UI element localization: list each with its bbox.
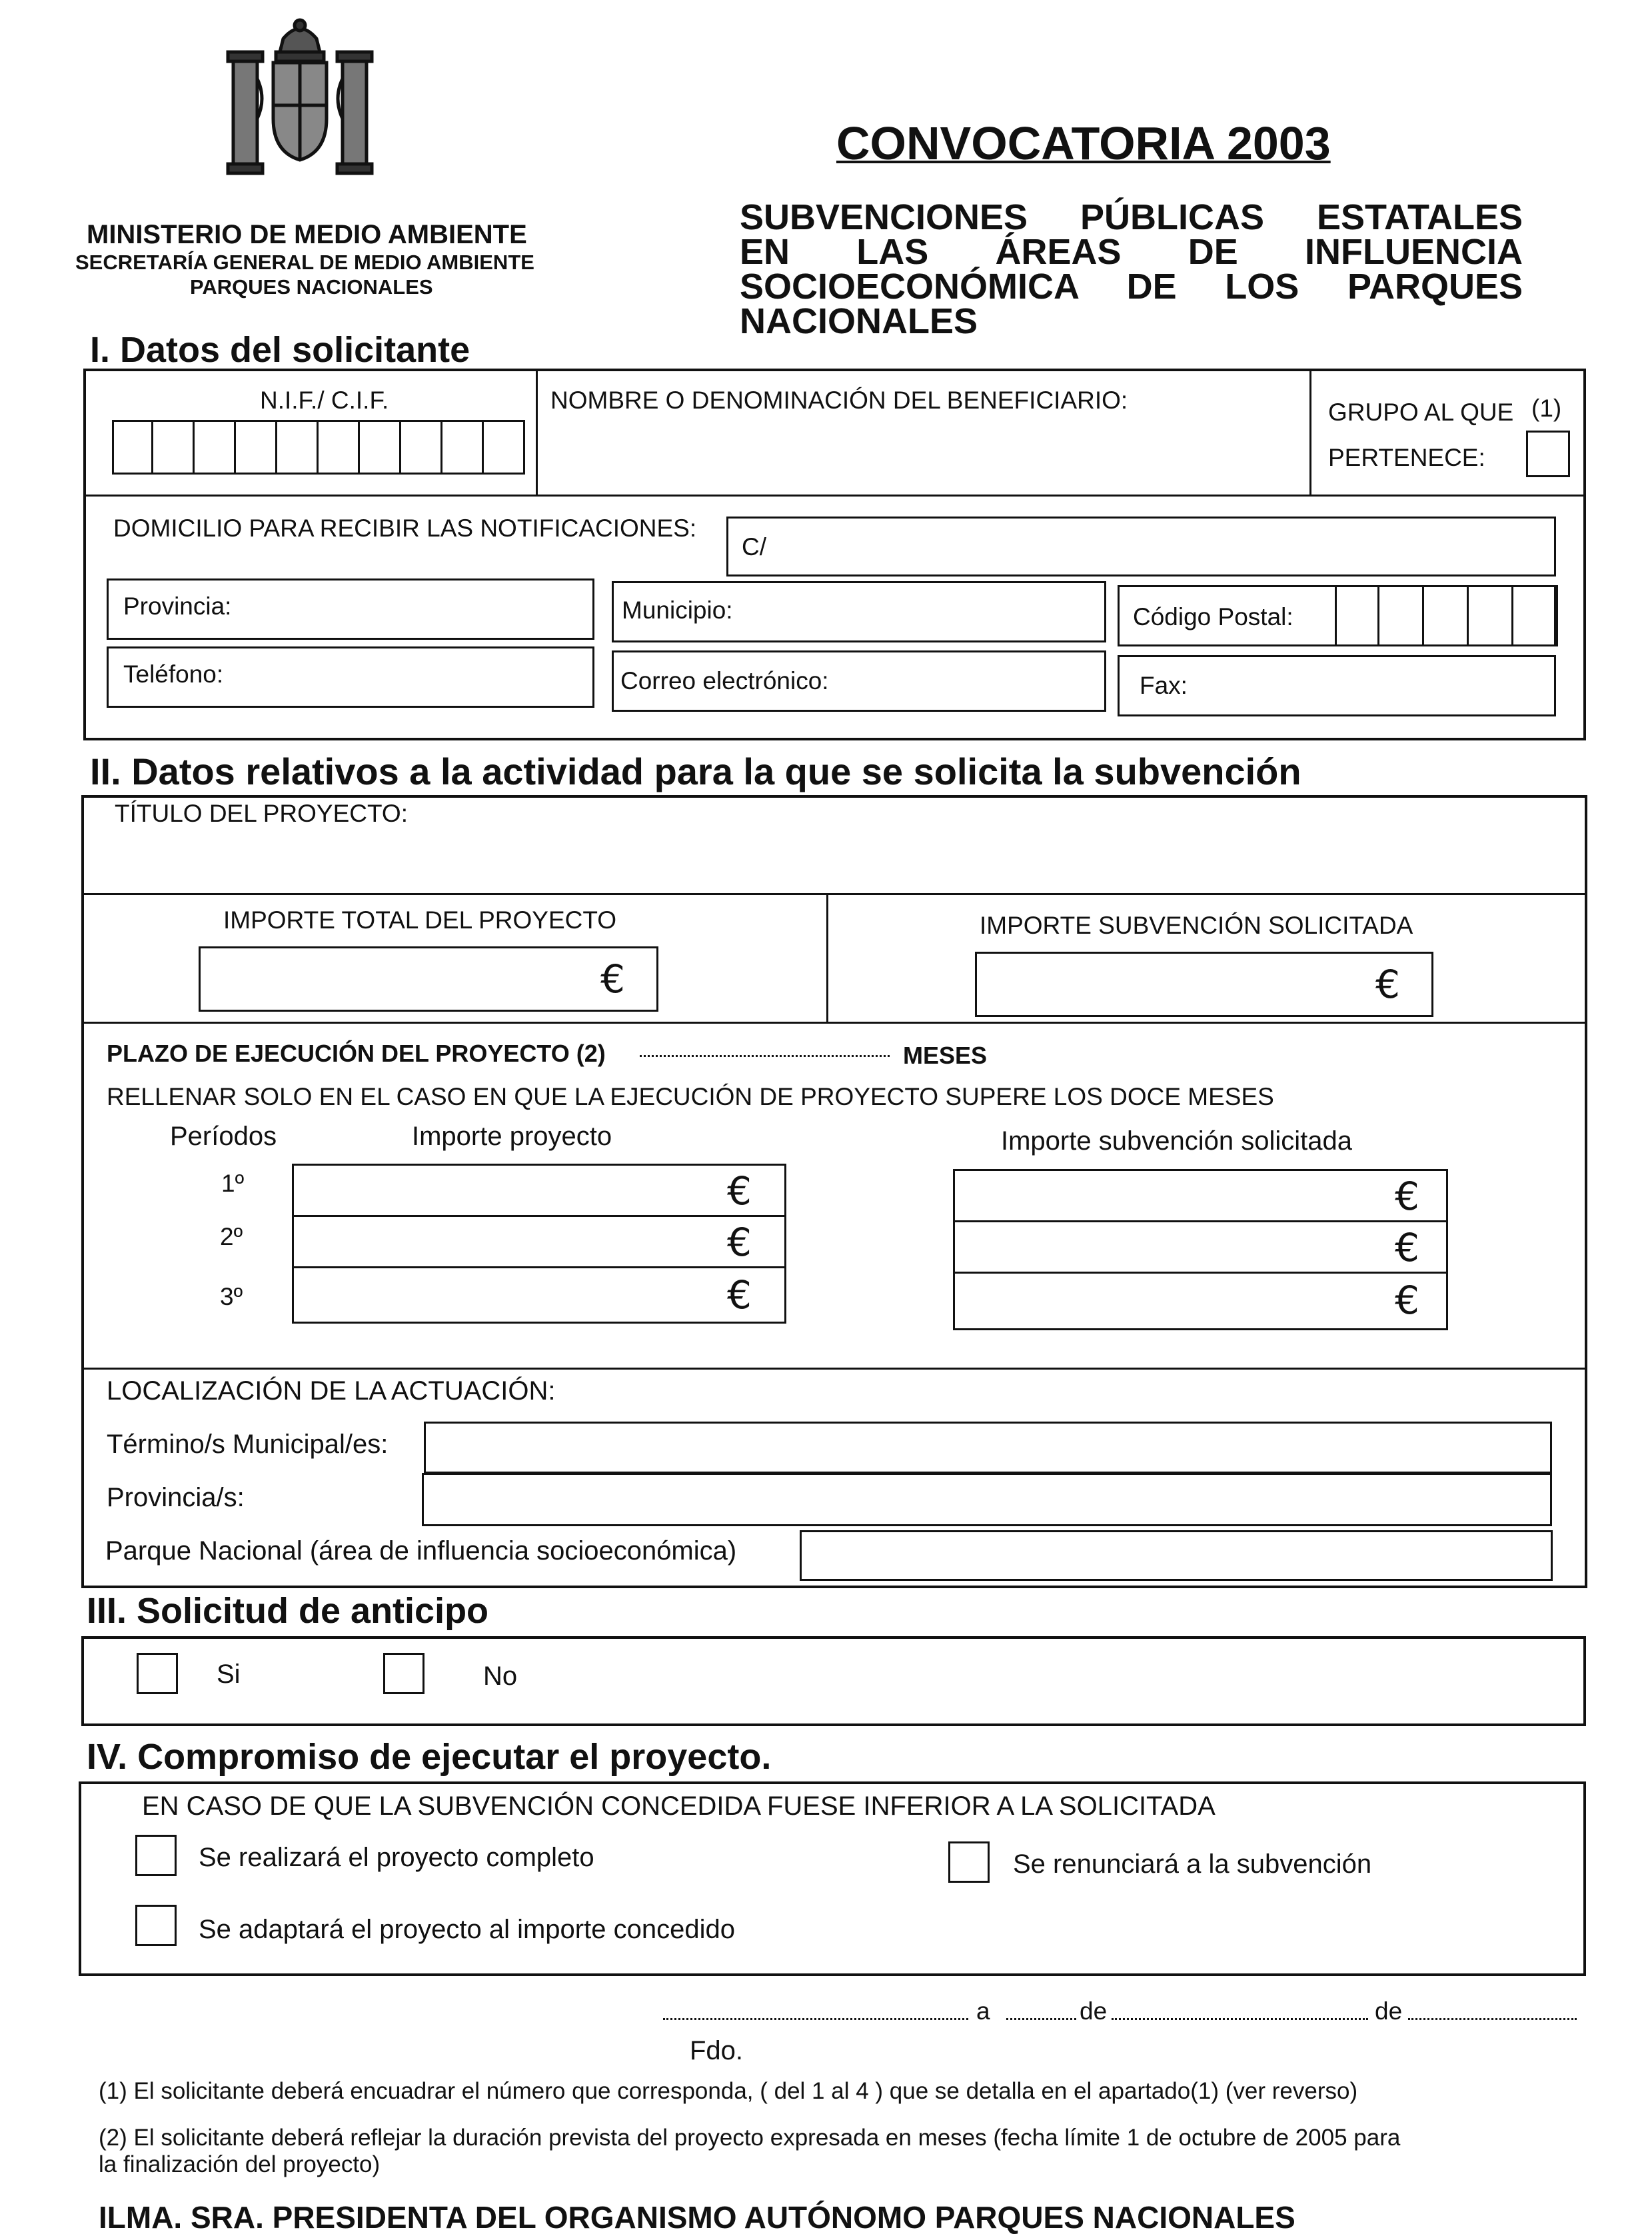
- localizacion-label: LOCALIZACIÓN DE LA ACTUACIÓN:: [107, 1376, 556, 1406]
- section-3-box: [81, 1636, 1586, 1726]
- telefono-label: Teléfono:: [123, 660, 224, 688]
- importe-subv-period-2[interactable]: [953, 1220, 1448, 1274]
- ministry-name: MINISTERIO DE MEDIO AMBIENTE: [87, 220, 527, 249]
- domicilio-input[interactable]: [726, 517, 1556, 576]
- beneficiario-input[interactable]: [546, 420, 1299, 487]
- title-line-2: EN LAS ÁREAS DE INFLUENCIA: [740, 232, 1523, 272]
- coat-of-arms-icon: [220, 12, 380, 179]
- title-line-4: NACIONALES: [740, 301, 978, 341]
- fdo-label: Fdo.: [690, 2036, 744, 2065]
- mes-input[interactable]: [1112, 2018, 1368, 2020]
- nif-input[interactable]: [112, 420, 525, 475]
- euro-symbol: €: [600, 956, 625, 1002]
- adapta-checkbox[interactable]: [135, 1905, 177, 1946]
- grupo-note: (1): [1531, 395, 1562, 422]
- nif-label: N.I.F./ C.I.F.: [260, 387, 389, 414]
- anticipo-no-checkbox[interactable]: [383, 1653, 424, 1694]
- section-1-title: I. Datos del solicitante: [90, 330, 470, 370]
- plazo-input[interactable]: [640, 1055, 890, 1057]
- adapta-label: Se adaptará el proyecto al importe concedido: [199, 1915, 735, 1944]
- signature-de-2: de: [1375, 1997, 1403, 2025]
- importe-proyecto-label: Importe proyecto: [412, 1122, 612, 1151]
- divider: [81, 1368, 1587, 1370]
- email-input[interactable]: [612, 650, 1106, 712]
- provincia-input[interactable]: [107, 578, 594, 640]
- renuncia-checkbox[interactable]: [948, 1841, 990, 1883]
- provincias-label: Provincia/s:: [107, 1483, 245, 1512]
- termino-input[interactable]: [424, 1422, 1552, 1474]
- signature-a: a: [976, 1997, 990, 2025]
- municipio-input[interactable]: [612, 581, 1106, 642]
- importe-subvencion-label: IMPORTE SUBVENCIÓN SOLICITADA: [980, 912, 1413, 939]
- fax-input[interactable]: [1118, 655, 1556, 716]
- lugar-input[interactable]: [663, 2018, 968, 2020]
- title-line-3: SOCIOECONÓMICA DE LOS PARQUES: [740, 267, 1523, 307]
- secretaria-name: SECRETARÍA GENERAL DE MEDIO AMBIENTE: [75, 251, 534, 274]
- importe-subv-period-1[interactable]: [953, 1169, 1448, 1222]
- euro-symbol: €: [727, 1272, 752, 1318]
- anio-input[interactable]: [1408, 2018, 1577, 2020]
- email-label: Correo electrónico:: [620, 667, 829, 694]
- compromiso-intro: EN CASO DE QUE LA SUBVENCIÓN CONCEDIDA FUESE INFERIOR A LA SOLICITADA: [142, 1791, 1216, 1821]
- convocatoria-title: CONVOCATORIA 2003: [836, 117, 1331, 169]
- importe-total-label: IMPORTE TOTAL DEL PROYECTO: [223, 906, 617, 934]
- plazo-label: PLAZO DE EJECUCIÓN DEL PROYECTO (2): [107, 1040, 606, 1067]
- parques-name: PARQUES NACIONALES: [190, 275, 433, 299]
- section-2-title: II. Datos relativos a la actividad para la que se solicita la subvención: [90, 750, 1301, 792]
- anticipo-si-label: Si: [217, 1660, 241, 1689]
- importe-proyecto-period-2[interactable]: [292, 1215, 786, 1268]
- signature-de-1: de: [1080, 1997, 1108, 2025]
- renuncia-label: Se renunciará a la subvención: [1013, 1849, 1372, 1879]
- footnote-1: (1) El solicitante deberá encuadrar el número que corresponda, ( del 1 al 4 ) que se detalla en el apartado(1) (ver reverso): [99, 2078, 1358, 2104]
- euro-symbol: €: [1395, 1174, 1419, 1219]
- dia-input[interactable]: [1006, 2018, 1076, 2020]
- euro-symbol: €: [1395, 1278, 1419, 1323]
- domicilio-label: DOMICILIO PARA RECIBIR LAS NOTIFICACIONES:: [113, 515, 697, 542]
- subvenciones-title: [740, 197, 1523, 341]
- divider: [826, 893, 828, 1023]
- euro-symbol: €: [727, 1220, 752, 1265]
- importe-proyecto-period-3[interactable]: [292, 1266, 786, 1324]
- grupo-checkbox[interactable]: [1526, 431, 1570, 477]
- codigo-postal-input[interactable]: [1335, 585, 1558, 646]
- importe-subvencion-input[interactable]: [975, 952, 1433, 1017]
- importe-total-input[interactable]: [199, 946, 658, 1012]
- codigo-postal-label: Código Postal:: [1133, 603, 1293, 630]
- domicilio-value: C/: [742, 533, 766, 560]
- addressee: ILMA. SRA. PRESIDENTA DEL ORGANISMO AUTÓNOMO PARQUES NACIONALES: [99, 2200, 1295, 2235]
- municipio-label: Municipio:: [622, 596, 733, 624]
- footnote-2-line-2: la finalización del proyecto): [99, 2151, 381, 2177]
- euro-symbol: €: [1395, 1225, 1419, 1270]
- divider: [81, 1022, 1587, 1024]
- divider: [1309, 369, 1311, 495]
- beneficiario-label: NOMBRE O DENOMINACIÓN DEL BENEFICIARIO:: [550, 387, 1128, 414]
- fax-label: Fax:: [1140, 672, 1188, 699]
- period-2-label: 2º: [220, 1223, 243, 1250]
- title-line-1: SUBVENCIONES PÚBLICAS ESTATALES: [740, 197, 1523, 237]
- period-1-label: 1º: [221, 1170, 245, 1197]
- divider: [536, 369, 538, 495]
- section-4-title: IV. Compromiso de ejecutar el proyecto.: [87, 1737, 772, 1777]
- telefono-input[interactable]: [107, 646, 594, 708]
- rellenar-note: RELLENAR SOLO EN EL CASO EN QUE LA EJECUCIÓN DE PROYECTO SUPERE LOS DOCE MESES: [107, 1083, 1274, 1110]
- divider: [83, 495, 1586, 497]
- anticipo-si-checkbox[interactable]: [137, 1653, 178, 1694]
- proyecto-completo-checkbox[interactable]: [135, 1835, 177, 1876]
- titulo-label: TÍTULO DEL PROYECTO:: [115, 800, 408, 827]
- provincia-label: Provincia:: [123, 592, 232, 620]
- pertenece-label: PERTENECE:: [1328, 444, 1485, 471]
- euro-symbol: €: [1375, 962, 1400, 1007]
- termino-label: Término/s Municipal/es:: [107, 1430, 389, 1459]
- meses-label: MESES: [903, 1042, 988, 1069]
- provincias-input[interactable]: [422, 1473, 1552, 1526]
- parque-label: Parque Nacional (área de influencia socioeconómica): [105, 1536, 737, 1566]
- titulo-input[interactable]: [90, 833, 1576, 886]
- period-3-label: 3º: [220, 1283, 243, 1310]
- footnote-2-line-1: (2) El solicitante deberá reflejar la duración prevista del proyecto expresada en meses (fecha límite 1 de octubre de 2005 para: [99, 2125, 1401, 2151]
- periodos-label: Períodos: [170, 1122, 277, 1151]
- euro-symbol: €: [727, 1168, 752, 1214]
- grupo-label: GRUPO AL QUE: [1328, 399, 1514, 426]
- importe-subv-solicitada-label: Importe subvención solicitada: [1001, 1126, 1352, 1156]
- divider: [81, 893, 1587, 895]
- anticipo-no-label: No: [483, 1662, 518, 1691]
- importe-subv-period-3[interactable]: [953, 1272, 1448, 1330]
- importe-proyecto-period-1[interactable]: [292, 1164, 786, 1217]
- parque-input[interactable]: [800, 1530, 1553, 1581]
- section-3-title: III. Solicitud de anticipo: [87, 1591, 489, 1631]
- proyecto-completo-label: Se realizará el proyecto completo: [199, 1843, 594, 1872]
